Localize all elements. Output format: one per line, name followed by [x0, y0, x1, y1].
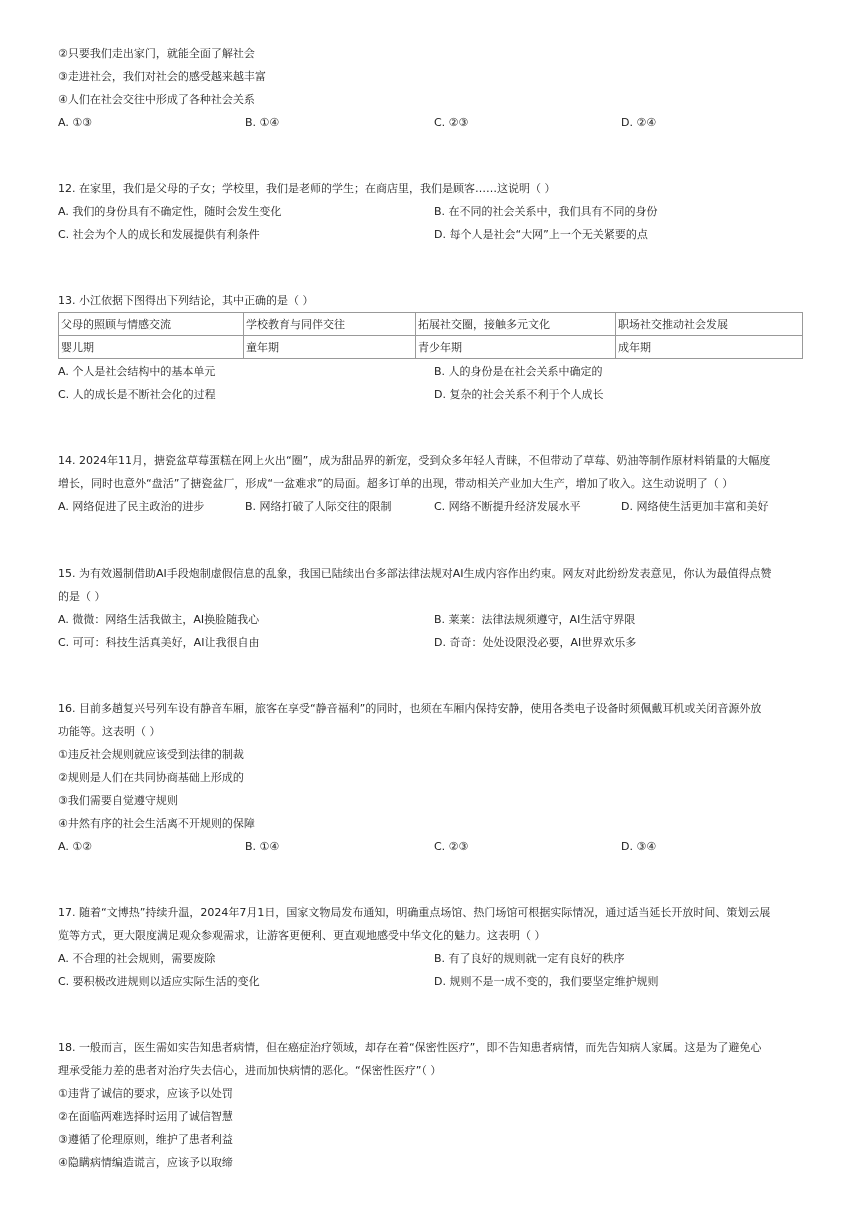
question-stem-line: 15. 为有效遏制借助AI手段炮制虚假信息的乱象，我国已陆续出台多部法律法规对AI生成内容作出约束。网友对此纷纷发表意见，你认为最值得点赞: [58, 567, 772, 580]
table-cell: 学校教育与同伴交往: [244, 313, 416, 336]
question-stem-line: 14. 2024年11月，搪瓷盆草莓蛋糕在网上火出“圈”，成为甜品界的新宠，受到众多年轻人青睐，不但带动了草莓、奶油等制作原材料销量的大幅度: [58, 454, 771, 467]
question-stem-line: 增长，同时也意外“盘活”了搪瓷盆厂，形成“一盆难求”的局面。超多订单的出现，带动相关产业加大生产，增加了收入。这生动说明了（ ）: [58, 477, 734, 490]
question-stem-line: 17. 随着“文博热”持续升温，2024年7月1日，国家文物局发布通知，明确重点场馆、热门场馆可根据实际情况，通过适当延长开放时间、策划云展: [58, 906, 771, 919]
option-c: C. 可可：科技生活真美好，AI让我很自由: [58, 636, 260, 649]
option-d: D. 奇奇：处处设限没必要，AI世界欢乐多: [434, 636, 637, 649]
option-c: C. ②③: [434, 840, 469, 853]
table-cell: 青少年期: [416, 336, 616, 359]
question-stem-line: 理承受能力差的患者对治疗失去信心，进而加快病情的恶化。“保密性医疗”（ ）: [58, 1064, 442, 1077]
statement: ①违背了诚信的要求，应该予以处罚: [58, 1087, 233, 1100]
option-a: A. ①③: [58, 116, 93, 129]
option-d: D. 规则不是一成不变的，我们要坚定维护规则: [434, 975, 659, 988]
option-d: D. ②④: [621, 116, 657, 129]
option-b: B. 网络打破了人际交往的限制: [245, 500, 392, 513]
table-row: [59, 313, 803, 336]
table-row: [59, 336, 803, 359]
option-d: D. 每个人是社会“大网”上一个无关紧要的点: [434, 228, 648, 241]
question-stem: 13. 小江依据下图得出下列结论，其中正确的是（ ）: [58, 294, 314, 307]
option-b: B. ①④: [245, 840, 280, 853]
option-c: C. 人的成长是不断社会化的过程: [58, 388, 216, 401]
option-b: B. 在不同的社会关系中，我们具有不同的身份: [434, 205, 658, 218]
table-cell: 成年期: [616, 336, 803, 359]
statement: ②只要我们走出家门，就能全面了解社会: [58, 47, 255, 60]
option-c: C. 要积极改进规则以适应实际生活的变化: [58, 975, 260, 988]
option-d: D. 网络使生活更加丰富和美好: [621, 500, 769, 513]
option-b: B. 莱莱：法律法规须遵守，AI生活守界限: [434, 613, 636, 626]
option-a: A. 微微：网络生活我做主，AI换脸随我心: [58, 613, 260, 626]
statement: ④隐瞒病情编造谎言，应该予以取缔: [58, 1156, 233, 1169]
question-stem: 12. 在家里，我们是父母的子女；学校里，我们是老师的学生；在商店里，我们是顾客……这说明（ ）: [58, 182, 556, 195]
statement: ①违反社会规则就应该受到法律的制裁: [58, 748, 244, 761]
option-a: A. 网络促进了民主政治的进步: [58, 500, 205, 513]
option-b: B. 人的身份是在社会关系中确定的: [434, 365, 603, 378]
statement: ③遵循了伦理原则，维护了患者利益: [58, 1133, 233, 1146]
option-c: C. 社会为个人的成长和发展提供有利条件: [58, 228, 260, 241]
table-cell: 童年期: [244, 336, 416, 359]
question-stem-line: 功能等。这表明（ ）: [58, 725, 161, 738]
option-d: D. 复杂的社会关系不利于个人成长: [434, 388, 604, 401]
table-cell: 婴儿期: [59, 336, 244, 359]
question-stem-line: 18. 一般而言，医生需如实告知患者病情，但在癌症治疗领域，却存在着“保密性医疗”，即不告知患者病情，而先告知病人家属。这是为了避免心: [58, 1041, 762, 1054]
statement: ③走进社会，我们对社会的感受越来越丰富: [58, 70, 266, 83]
option-a: A. ①②: [58, 840, 93, 853]
option-b: B. 有了良好的规则就一定有良好的秩序: [434, 952, 625, 965]
statement: ②在面临两难选择时运用了诚信智慧: [58, 1110, 233, 1123]
statement: ④人们在社会交往中形成了各种社会关系: [58, 93, 255, 106]
option-a: A. 我们的身份具有不确定性，随时会发生变化: [58, 205, 282, 218]
option-c: C. 网络不断提升经济发展水平: [434, 500, 581, 513]
option-b: B. ①④: [245, 116, 280, 129]
stage-table: [58, 312, 803, 359]
question-stem-line: 的是（ ）: [58, 590, 106, 603]
table-cell: 拓展社交圈，接触多元文化: [416, 313, 616, 336]
statement: ④井然有序的社会生活离不开规则的保障: [58, 817, 255, 830]
statement: ②规则是人们在共同协商基础上形成的: [58, 771, 244, 784]
option-c: C. ②③: [434, 116, 469, 129]
option-d: D. ③④: [621, 840, 657, 853]
statement: ③我们需要自觉遵守规则: [58, 794, 178, 807]
question-stem-line: 16. 目前多趟复兴号列车设有静音车厢，旅客在享受“静音福利”的同时，也须在车厢内保持安静，使用各类电子设备时须佩戴耳机或关闭音源外放: [58, 702, 762, 715]
question-stem-line: 览等方式，更大限度满足观众参观需求，让游客更便利、更直观地感受中华文化的魅力。这表明（ ）: [58, 929, 546, 942]
table-cell: 职场社交推动社会发展: [616, 313, 803, 336]
table-cell: 父母的照顾与情感交流: [59, 313, 244, 336]
option-a: A. 个人是社会结构中的基本单元: [58, 365, 216, 378]
option-a: A. 不合理的社会规则，需要废除: [58, 952, 216, 965]
